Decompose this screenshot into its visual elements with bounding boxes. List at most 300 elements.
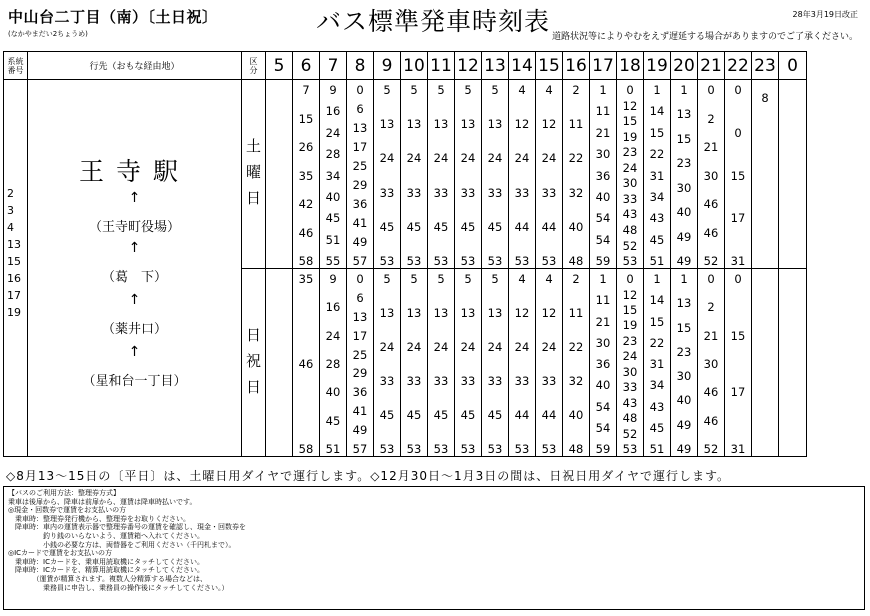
hour-header: 14 xyxy=(509,52,536,80)
departure-minute: 0 xyxy=(356,272,364,286)
departure-minute: 0 xyxy=(626,83,634,97)
departure-minute: 52 xyxy=(703,442,719,456)
hour-cell xyxy=(428,269,455,457)
departure-minute: 24 xyxy=(541,151,557,166)
departure-minute: 12 xyxy=(541,117,557,132)
departure-minute: 13 xyxy=(352,121,368,135)
hour-cell xyxy=(266,80,293,269)
departure-minute: 48 xyxy=(622,222,638,237)
departure-minute: 24 xyxy=(622,349,638,364)
hour-cell xyxy=(320,269,347,457)
departure-minute: 33 xyxy=(460,374,476,388)
departure-minute: 36 xyxy=(595,168,611,183)
departure-minute: 26 xyxy=(298,140,314,154)
departure-minute: 24 xyxy=(514,340,530,354)
departure-minute: 40 xyxy=(595,189,611,204)
instruction-line: 降車時：車内の運賃表示器で整理券番号の運賃を確認し、現金・回数券を xyxy=(8,523,246,532)
departure-minute: 45 xyxy=(433,219,449,234)
via-stop: （薬井口） xyxy=(101,322,167,337)
departure-minute: 12 xyxy=(541,306,557,320)
hour-header: 0 xyxy=(779,52,807,80)
hour-cell xyxy=(401,80,428,269)
departure-minute: 5 xyxy=(437,272,445,286)
instruction-line: 降車時：ICカードを、精算用読取機にタッチしてください。 xyxy=(8,566,204,575)
departure-minute: 57 xyxy=(352,442,368,456)
departure-minute: 11 xyxy=(595,104,611,119)
departure-minute: 41 xyxy=(352,404,368,419)
hour-cell xyxy=(482,269,509,457)
departure-minute: 33 xyxy=(406,374,422,388)
departure-minute: 34 xyxy=(649,189,665,204)
departure-minute: 13 xyxy=(460,306,476,320)
departure-minute: 28 xyxy=(325,357,341,371)
hour-header: 9 xyxy=(374,52,401,80)
departure-minute: 40 xyxy=(595,378,611,393)
departure-minute: 53 xyxy=(487,442,503,456)
departure-minute: 30 xyxy=(595,147,611,162)
departure-minute: 24 xyxy=(460,340,476,354)
departure-minute: 7 xyxy=(302,83,310,97)
departure-minute: 53 xyxy=(460,442,476,456)
instruction-line: 乗務員に申告し、乗務員の操作後にタッチしてください。） xyxy=(8,583,229,592)
hour-header: 23 xyxy=(752,52,779,80)
departure-minute: 23 xyxy=(676,344,692,359)
instruction-line: ◎ICカードで運賃をお支払いの方 xyxy=(8,549,113,558)
instruction-line: （運賃が精算されます。複数人分精算する場合などは、 xyxy=(8,574,207,583)
hour-cell xyxy=(509,80,536,269)
hour-cell xyxy=(563,269,590,457)
departure-minute: 12 xyxy=(514,117,530,132)
departure-minute: 49 xyxy=(676,254,692,268)
departure-minute: 15 xyxy=(730,168,746,183)
departure-minute: 6 xyxy=(356,290,364,305)
departure-minute: 43 xyxy=(622,395,638,410)
departure-minute: 30 xyxy=(676,369,692,384)
departure-minute: 15 xyxy=(649,125,665,140)
departure-minute: 24 xyxy=(487,151,503,166)
departure-minute: 31 xyxy=(730,254,746,268)
departure-minute: 1 xyxy=(599,83,607,97)
system-no-header: 系統 番号 xyxy=(4,52,28,80)
departure-minute: 46 xyxy=(703,413,719,428)
departure-minute: 59 xyxy=(595,442,611,456)
departure-minute: 30 xyxy=(703,357,719,371)
hour-cell xyxy=(374,269,401,457)
departure-minute: 24 xyxy=(514,151,530,166)
instruction-line: 乗車は後扉から、降車は前扉から、運賃は降車時払いです。 xyxy=(8,497,197,506)
section-label: 日祝日 xyxy=(245,326,261,396)
departure-minute: 5 xyxy=(410,272,418,286)
departure-minute: 0 xyxy=(734,83,742,97)
hour-header: 22 xyxy=(725,52,752,80)
departure-minute: 0 xyxy=(707,83,715,97)
departure-minute: 12 xyxy=(622,287,638,302)
arrow-icon: ↑ xyxy=(128,190,141,206)
departure-minute: 17 xyxy=(730,385,746,400)
departure-minute: 15 xyxy=(622,114,638,129)
hour-cell xyxy=(752,269,779,457)
instruction-line: 釣り銭のいらないよう、運賃箱へ入れてください。 xyxy=(8,531,204,540)
departure-minute: 42 xyxy=(298,197,314,211)
departure-minute: 33 xyxy=(622,380,638,395)
departure-minute: 44 xyxy=(514,408,530,422)
arrow-icon: ↑ xyxy=(128,344,141,360)
departure-minute: 2 xyxy=(572,272,580,286)
departure-minute: 40 xyxy=(676,205,692,220)
departure-minute: 49 xyxy=(676,229,692,244)
hour-cell xyxy=(320,80,347,269)
hour-cell xyxy=(644,269,671,457)
departure-minute: 30 xyxy=(676,180,692,195)
departure-minute: 2 xyxy=(707,300,715,315)
departure-minute: 53 xyxy=(541,442,557,456)
departure-minute: 33 xyxy=(379,185,395,200)
departure-minute: 0 xyxy=(734,125,742,140)
departure-minute: 52 xyxy=(622,426,638,441)
departure-minute: 5 xyxy=(464,83,472,97)
departure-minute: 15 xyxy=(649,314,665,329)
departure-minute: 54 xyxy=(595,420,611,435)
departure-minute: 12 xyxy=(514,306,530,320)
system-numbers: 2 3 4 13 15 16 17 19 xyxy=(7,187,21,319)
departure-minute: 43 xyxy=(622,207,638,222)
departure-minute: 57 xyxy=(352,254,368,268)
departure-minute: 34 xyxy=(649,378,665,393)
hour-header: 21 xyxy=(698,52,725,80)
departure-minute: 21 xyxy=(595,314,611,329)
departure-minute: 12 xyxy=(622,98,638,113)
departure-minute: 13 xyxy=(676,107,692,122)
departure-minute: 54 xyxy=(595,399,611,414)
usage-instructions xyxy=(3,486,865,610)
departure-minute: 58 xyxy=(298,442,314,456)
departure-minute: 53 xyxy=(379,442,395,456)
revision-date: 28年3月19日改正 xyxy=(792,10,858,19)
departure-minute: 46 xyxy=(703,225,719,240)
departure-minute: 33 xyxy=(514,185,530,200)
departure-minute: 24 xyxy=(433,151,449,166)
departure-minute: 1 xyxy=(680,83,688,97)
departure-minute: 14 xyxy=(649,104,665,119)
hour-cell xyxy=(725,80,752,269)
departure-minute: 1 xyxy=(653,83,661,97)
departure-minute: 45 xyxy=(325,211,341,226)
stop-name: 中山台二丁目（南）〔土日祝〕 xyxy=(8,8,218,26)
departure-minute: 33 xyxy=(460,185,476,200)
departure-minute: 40 xyxy=(325,385,341,400)
departure-minute: 45 xyxy=(433,408,449,422)
arrow-icon: ↑ xyxy=(128,292,141,308)
departure-minute: 36 xyxy=(352,197,368,211)
hour-cell xyxy=(752,80,779,269)
hour-header: 18 xyxy=(617,52,644,80)
departure-minute: 53 xyxy=(433,254,449,268)
departure-minute: 0 xyxy=(734,272,742,286)
instruction-line: 乗車時：整理券発行機から、整理券をお取りください。 xyxy=(8,514,190,523)
instruction-line: ◎現金・回数券で運賃をお支払いの方 xyxy=(8,506,127,515)
departure-minute: 49 xyxy=(352,423,368,438)
departure-minute: 19 xyxy=(622,318,638,333)
departure-minute: 31 xyxy=(649,357,665,371)
page-title: バス標準発車時刻表 xyxy=(316,7,551,36)
departure-minute: 52 xyxy=(622,238,638,253)
departure-minute: 2 xyxy=(707,111,715,126)
hour-cell xyxy=(698,80,725,269)
hour-cell xyxy=(266,269,293,457)
departure-minute: 30 xyxy=(595,335,611,350)
departure-minute: 41 xyxy=(352,216,368,230)
departure-minute: 5 xyxy=(437,83,445,97)
departure-minute: 23 xyxy=(622,333,638,348)
hour-cell xyxy=(293,269,320,457)
hour-header: 20 xyxy=(671,52,698,80)
section-label: 土曜日 xyxy=(245,137,261,207)
departure-minute: 16 xyxy=(325,300,341,315)
hour-cell xyxy=(455,269,482,457)
departure-minute: 5 xyxy=(383,272,391,286)
departure-minute: 5 xyxy=(464,272,472,286)
departure-minute: 13 xyxy=(433,306,449,320)
departure-minute: 33 xyxy=(406,185,422,200)
departure-minute: 33 xyxy=(379,374,395,388)
departure-minute: 24 xyxy=(541,340,557,354)
departure-minute: 6 xyxy=(356,102,364,116)
via-stop: （星和台一丁目） xyxy=(82,374,187,389)
departure-minute: 1 xyxy=(599,272,607,286)
departure-minute: 40 xyxy=(568,408,584,422)
departure-minute: 53 xyxy=(487,254,503,268)
hour-cell xyxy=(482,80,509,269)
departure-minute: 53 xyxy=(406,442,422,456)
hour-header: 16 xyxy=(563,52,590,80)
departure-minute: 17 xyxy=(730,211,746,226)
departure-minute: 30 xyxy=(622,364,638,379)
hour-cell xyxy=(347,269,374,457)
departure-minute: 15 xyxy=(298,111,314,126)
hour-cell xyxy=(698,269,725,457)
departure-minute: 9 xyxy=(329,83,337,97)
via-stop: （王寺町役場） xyxy=(88,220,180,235)
hour-cell xyxy=(428,80,455,269)
departure-minute: 21 xyxy=(595,125,611,140)
departure-minute: 4 xyxy=(545,83,553,97)
departure-minute: 21 xyxy=(703,140,719,154)
hour-header: 6 xyxy=(293,52,320,80)
departure-minute: 17 xyxy=(352,140,368,154)
departure-minute: 5 xyxy=(491,83,499,97)
departure-minute: 46 xyxy=(703,197,719,211)
departure-minute: 25 xyxy=(352,347,368,362)
departure-minute: 32 xyxy=(568,185,584,200)
hour-cell xyxy=(725,269,752,457)
departure-minute: 19 xyxy=(622,129,638,144)
departure-minute: 33 xyxy=(541,374,557,388)
departure-minute: 8 xyxy=(761,91,769,105)
departure-minute: 36 xyxy=(352,385,368,400)
departure-minute: 44 xyxy=(541,219,557,234)
departure-minute: 35 xyxy=(298,272,314,286)
departure-minute: 15 xyxy=(622,302,638,317)
departure-minute: 45 xyxy=(460,408,476,422)
departure-minute: 30 xyxy=(703,168,719,183)
departure-minute: 49 xyxy=(676,442,692,456)
departure-minute: 33 xyxy=(622,191,638,206)
departure-minute: 22 xyxy=(568,340,584,354)
departure-minute: 30 xyxy=(622,176,638,191)
departure-minute: 45 xyxy=(487,219,503,234)
departure-minute: 0 xyxy=(626,272,634,286)
departure-minute: 59 xyxy=(595,254,611,268)
departure-minute: 13 xyxy=(487,306,503,320)
departure-minute: 33 xyxy=(514,374,530,388)
departure-minute: 13 xyxy=(460,117,476,132)
departure-minute: 31 xyxy=(649,168,665,183)
departure-minute: 13 xyxy=(379,306,395,320)
departure-minute: 45 xyxy=(649,232,665,247)
departure-minute: 22 xyxy=(649,147,665,162)
departure-minute: 51 xyxy=(325,232,341,247)
departure-minute: 35 xyxy=(298,168,314,183)
departure-minute: 46 xyxy=(298,225,314,240)
departure-minute: 58 xyxy=(298,254,314,268)
departure-minute: 15 xyxy=(730,328,746,343)
departure-minute: 49 xyxy=(676,417,692,432)
hour-cell xyxy=(455,80,482,269)
hour-cell xyxy=(536,80,563,269)
departure-minute: 21 xyxy=(703,328,719,343)
hour-cell xyxy=(671,80,698,269)
departure-minute: 33 xyxy=(433,374,449,388)
departure-minute: 4 xyxy=(545,272,553,286)
via-stop: （葛 下） xyxy=(101,270,167,285)
departure-minute: 53 xyxy=(541,254,557,268)
destination-header: 行先（おもな経由地） xyxy=(28,52,242,80)
operation-notice: ◇8月13～15日の〔平日〕は、土曜日用ダイヤで運行します。◇12月30日～1月3日の間は、日祝日用ダイヤで運行します。 xyxy=(6,469,731,483)
departure-minute: 9 xyxy=(329,272,337,286)
departure-minute: 11 xyxy=(595,293,611,308)
instruction-line: 小銭の必要な方は、両替器をご利用ください（千円札まで）。 xyxy=(8,540,236,549)
departure-minute: 46 xyxy=(298,357,314,371)
departure-minute: 29 xyxy=(352,178,368,192)
hour-header: 10 xyxy=(401,52,428,80)
delay-notice: 道路状況等によりやむをえず遅延する場合がありますのでご了承ください。 xyxy=(551,32,858,42)
departure-minute: 23 xyxy=(622,145,638,160)
departure-minute: 11 xyxy=(568,306,584,320)
hour-cell xyxy=(347,80,374,269)
departure-minute: 5 xyxy=(491,272,499,286)
hour-header: 12 xyxy=(455,52,482,80)
departure-minute: 53 xyxy=(433,442,449,456)
departure-minute: 45 xyxy=(406,219,422,234)
departure-minute: 24 xyxy=(379,340,395,354)
departure-minute: 45 xyxy=(379,219,395,234)
departure-minute: 53 xyxy=(406,254,422,268)
departure-minute: 13 xyxy=(433,117,449,132)
departure-minute: 46 xyxy=(703,385,719,400)
hour-header: 5 xyxy=(266,52,293,80)
departure-minute: 24 xyxy=(325,125,341,140)
departure-minute: 0 xyxy=(707,272,715,286)
destination-cell xyxy=(28,80,242,457)
hour-header: 17 xyxy=(590,52,617,80)
departure-minute: 23 xyxy=(676,156,692,171)
departure-minute: 53 xyxy=(514,254,530,268)
departure-minute: 49 xyxy=(352,235,368,249)
departure-minute: 45 xyxy=(649,420,665,435)
hour-cell xyxy=(590,269,617,457)
hour-header: 13 xyxy=(482,52,509,80)
departure-minute: 45 xyxy=(460,219,476,234)
departure-minute: 4 xyxy=(518,272,526,286)
departure-minute: 51 xyxy=(325,442,341,456)
departure-minute: 48 xyxy=(622,411,638,426)
departure-minute: 48 xyxy=(568,442,584,456)
departure-minute: 29 xyxy=(352,366,368,381)
departure-minute: 33 xyxy=(487,374,503,388)
departure-minute: 13 xyxy=(676,296,692,311)
hour-cell xyxy=(617,269,644,457)
departure-minute: 0 xyxy=(356,83,364,97)
hour-cell xyxy=(671,269,698,457)
departure-minute: 53 xyxy=(622,254,638,268)
departure-minute: 5 xyxy=(383,83,391,97)
departure-minute: 51 xyxy=(649,442,665,456)
hour-cell xyxy=(563,80,590,269)
hour-header: 11 xyxy=(428,52,455,80)
departure-minute: 24 xyxy=(487,340,503,354)
destination-name: 王寺駅 xyxy=(78,157,190,186)
departure-minute: 11 xyxy=(568,117,584,132)
hour-header: 19 xyxy=(644,52,671,80)
departure-minute: 48 xyxy=(568,254,584,268)
departure-minute: 24 xyxy=(433,340,449,354)
hour-cell xyxy=(374,80,401,269)
departure-minute: 25 xyxy=(352,159,368,173)
departure-minute: 24 xyxy=(325,328,341,343)
departure-minute: 13 xyxy=(379,117,395,132)
hour-cell xyxy=(590,80,617,269)
hour-cell xyxy=(401,269,428,457)
departure-minute: 45 xyxy=(406,408,422,422)
hour-cell xyxy=(293,80,320,269)
departure-minute: 13 xyxy=(487,117,503,132)
departure-minute: 14 xyxy=(649,293,665,308)
departure-minute: 51 xyxy=(649,254,665,268)
departure-minute: 15 xyxy=(676,320,692,335)
hour-cell xyxy=(617,80,644,269)
departure-minute: 32 xyxy=(568,374,584,388)
departure-minute: 1 xyxy=(653,272,661,286)
departure-minute: 15 xyxy=(676,131,692,146)
departure-minute: 31 xyxy=(730,442,746,456)
departure-minute: 34 xyxy=(325,168,341,183)
departure-minute: 24 xyxy=(406,151,422,166)
departure-minute: 22 xyxy=(568,151,584,166)
section-label-cell xyxy=(242,80,266,269)
departure-minute: 45 xyxy=(379,408,395,422)
hour-cell xyxy=(509,269,536,457)
hour-cell xyxy=(644,80,671,269)
departure-minute: 45 xyxy=(325,413,341,428)
departure-minute: 13 xyxy=(352,309,368,324)
instruction-line: 【バスのご利用方法：整理券方式】 xyxy=(8,489,120,497)
section-row-saturday xyxy=(4,80,807,269)
departure-minute: 40 xyxy=(568,219,584,234)
departure-minute: 22 xyxy=(649,335,665,350)
departure-minute: 40 xyxy=(676,393,692,408)
departure-minute: 28 xyxy=(325,147,341,162)
departure-minute: 45 xyxy=(487,408,503,422)
